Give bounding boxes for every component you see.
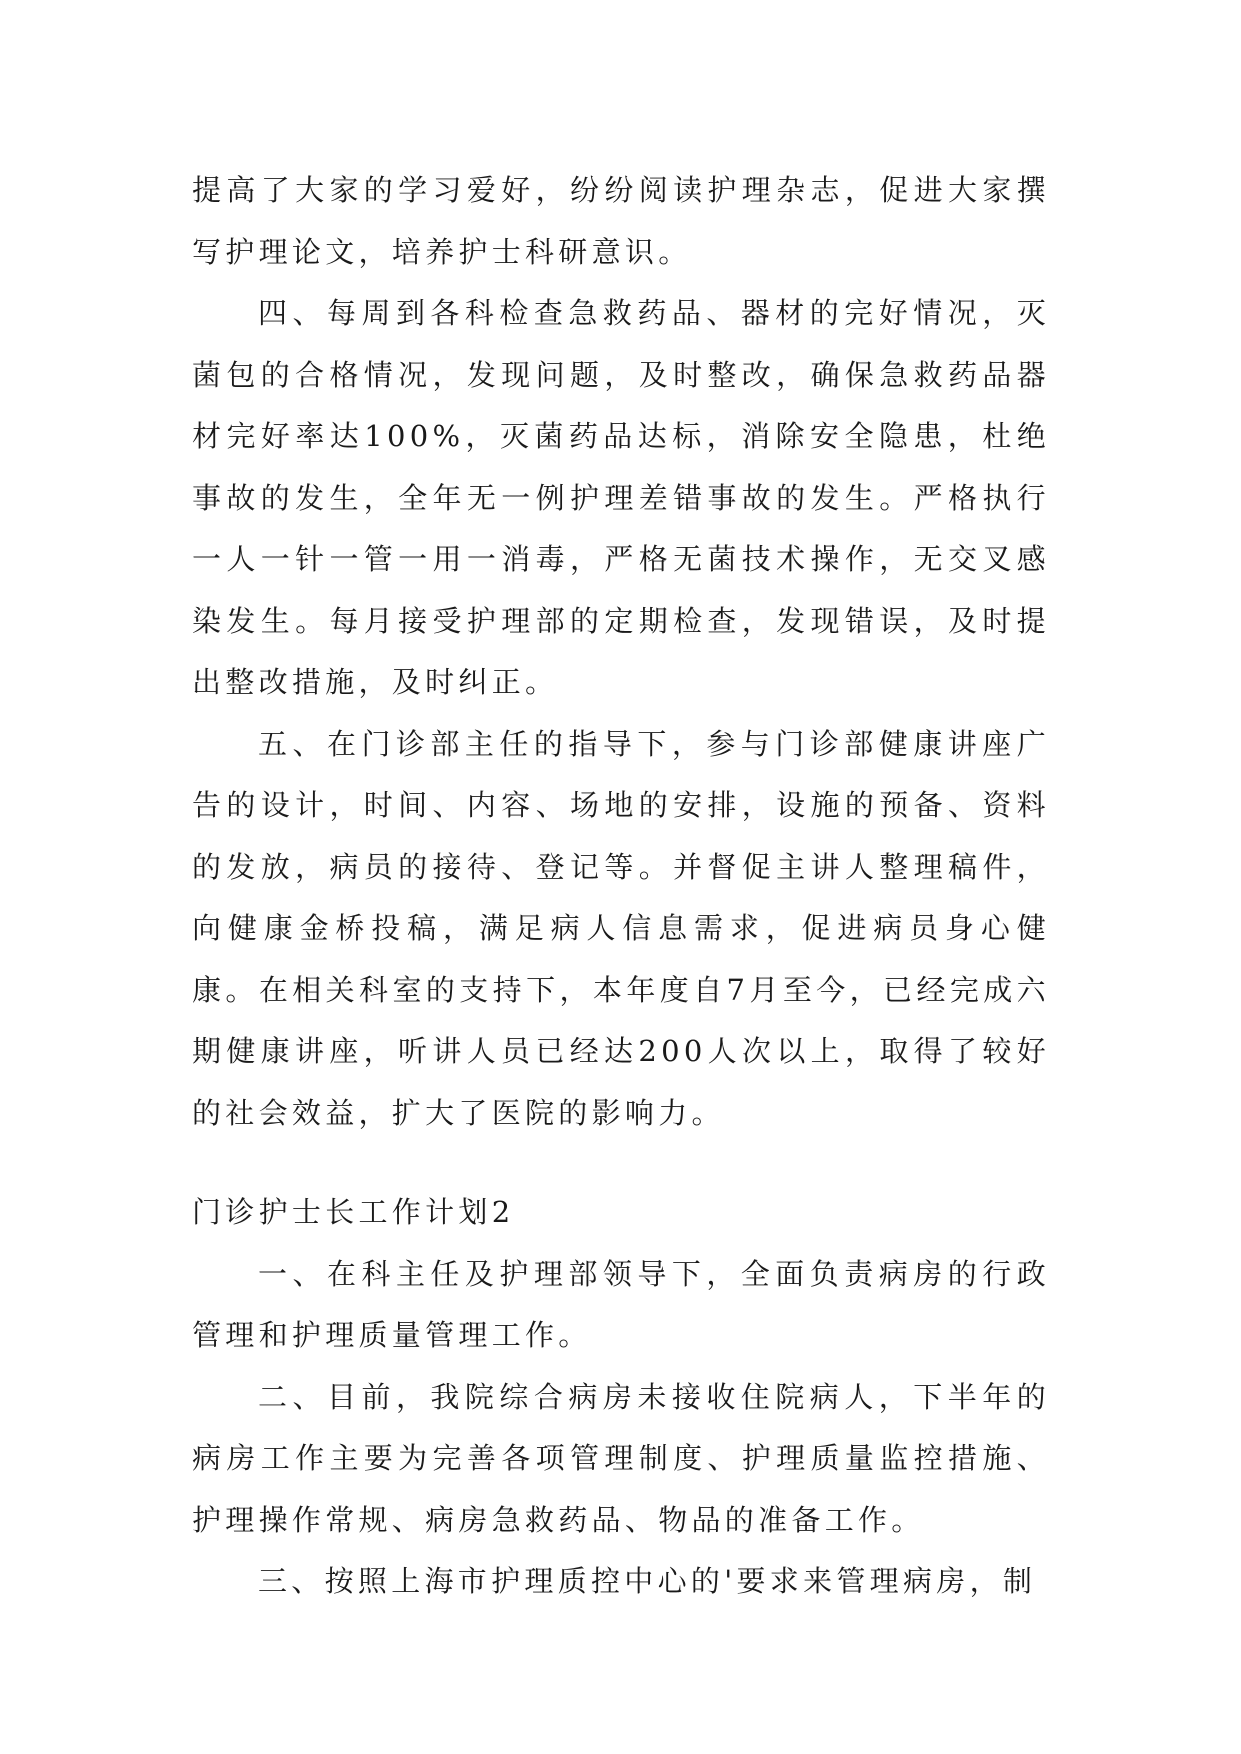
paragraph-item-three: 三、按照上海市护理质控中心的'要求来管理病房，制 [258, 1564, 1037, 1598]
paragraph-item-one: 一、在科主任及护理部领导下，全面负责病房的行政管理和护理质量管理工作。 [192, 1256, 1050, 1352]
paragraph-item-two: 二、目前，我院综合病房未接收住院病人，下半年的病房工作主要为完善各项管理制度、护理质量监控措施、护理操作常规、病房急救药品、物品的准备工作。 [192, 1379, 1050, 1537]
section-title: 门诊护士长工作计划2 [192, 1195, 515, 1229]
document-body [192, 160, 1050, 1613]
paragraph-item-five: 五、在门诊部主任的指导下，参与门诊部健康讲座广告的设计，时间、内容、场地的安排，设施的预备、资料的发放，病员的接待、登记等。并督促主讲人整理稿件，向健康金桥投稿，满足病人信息需求，促进病员身心健康。在相关科室的支持下，本年度自7月至今，已经完成六期健康讲座，听讲人员已经达200人次以上，取得了较好的社会效益，扩大了医院的影响力。 [192, 726, 1050, 1130]
paragraph-item-four: 四、每周到各科检查急救药品、器材的完好情况，灭菌包的合格情况，发现问题，及时整改，确保急救药品器材完好率达100%，灭菌药品达标，消除安全隐患，杜绝事故的发生，全年无一例护理差错事故的发生。严格执行一人一针一管一用一消毒，严格无菌技术操作，无交叉感染发生。每月接受护理部的定期检查，发现错误，及时提出整改措施，及时纠正。 [192, 296, 1050, 699]
paragraph-continuation: 提高了大家的学习爱好，纷纷阅读护理杂志，促进大家撰写护理论文，培养护士科研意识。 [192, 173, 1050, 269]
